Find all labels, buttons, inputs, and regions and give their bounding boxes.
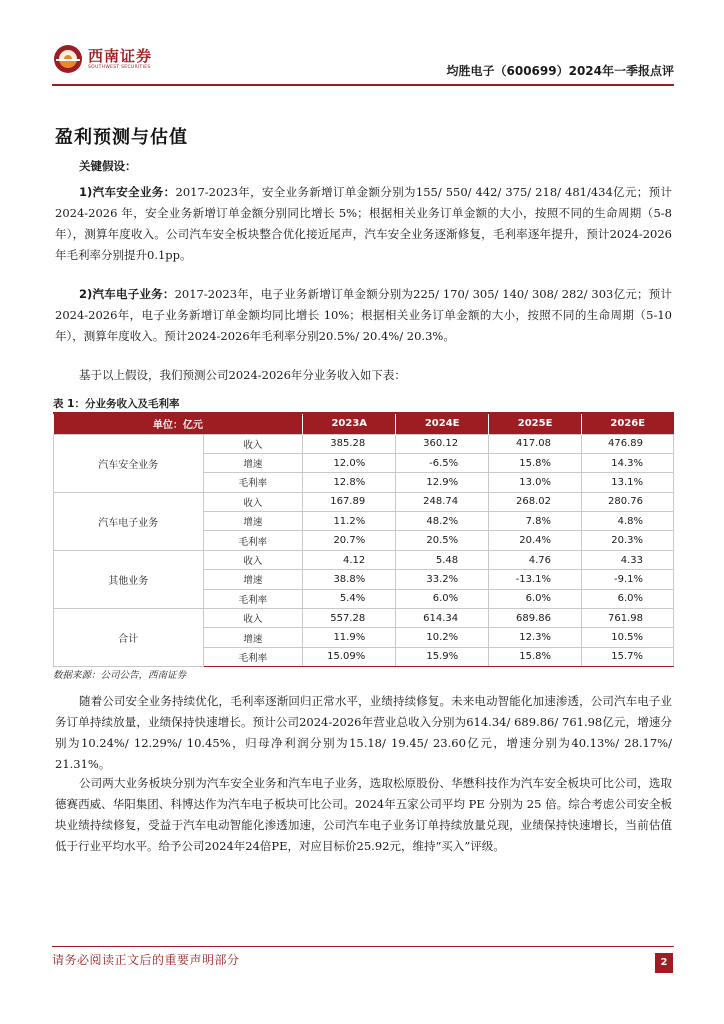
brand-logo-icon <box>52 43 84 75</box>
page-number: 2 <box>655 953 673 973</box>
segment-name: 汽车电子业务 <box>54 492 204 550</box>
table-row <box>54 492 674 511</box>
table-header-year: 2025E <box>489 414 582 434</box>
table-cell: 5.4% <box>303 589 396 608</box>
table-cell: 11.2% <box>303 512 396 531</box>
table-source: 数据来源：公司公告，西南证券 <box>53 670 187 681</box>
paragraph-electronics-lead: 2)汽车电子业务： <box>79 287 175 301</box>
metric-label: 收入 <box>203 550 303 569</box>
table-header-year: 2023A <box>303 414 396 434</box>
table-cell: 5.48 <box>396 550 489 569</box>
paragraph-valuation: 公司两大业务板块分别为汽车安全业务和汽车电子业务，选取松原股份、华懋科技作为汽车安全板块可比公司，选取德赛西威、华阳集团、科博达作为汽车电子板块可比公司。2024年五家公司平均 PE 分别为 25 倍。综合考虑公司安全板块业绩持续修复，受益于汽车电动智能化渗透加速，公司汽车电子业务订单持续放量兑现，业绩保持快速增长，当前估值低于行业平均水平。给予公司2024年24倍PE，对应目标价25.92元，维持“买入”评级。 <box>55 776 672 853</box>
brand-logo <box>52 40 152 78</box>
table-cell: 38.8% <box>303 570 396 589</box>
paragraph-electronics-business <box>55 284 672 347</box>
table-cell: 6.0% <box>582 589 674 608</box>
table-row <box>54 550 674 569</box>
table-cell: 4.12 <box>303 550 396 569</box>
table-cell: 15.9% <box>396 647 489 666</box>
table-cell: -9.1% <box>582 570 674 589</box>
section-title: 盈利预测与估值 <box>55 127 188 148</box>
table-header-year: 2026E <box>582 414 674 434</box>
metric-label: 收入 <box>203 434 303 453</box>
metric-label: 增速 <box>203 512 303 531</box>
segment-name: 其他业务 <box>54 550 204 608</box>
table-cell: 6.0% <box>396 589 489 608</box>
brand-name-en: SOUTHWEST SECURITIES <box>88 64 151 70</box>
table-cell: 48.2% <box>396 512 489 531</box>
segment-revenue-table <box>53 414 674 667</box>
table-cell: 167.89 <box>303 492 396 511</box>
table-cell: 4.8% <box>582 512 674 531</box>
paragraph-forecast-intro: 基于以上假设，我们预测公司2024-2026年分业务收入如下表： <box>79 368 406 382</box>
table-cell: 360.12 <box>396 434 489 453</box>
table-header-row <box>54 414 674 434</box>
page-header <box>52 40 674 84</box>
metric-label: 增速 <box>203 570 303 589</box>
paragraph-safety-lead: 1)汽车安全业务： <box>79 185 176 199</box>
metric-label: 毛利率 <box>203 647 303 666</box>
table-caption: 表 1：分业务收入及毛利率 <box>53 398 180 410</box>
metric-label: 毛利率 <box>203 473 303 492</box>
table-row <box>54 434 674 453</box>
paragraph-electronics-text: 2017-2023年，电子业务新增订单金额分别为225/ 170/ 305/ 140/ 308/ 282/ 303亿元；预计 2024-2026年，电子业务新增订单金额均同比增长 10%；根据相关业务订单金额的大小，按照不同的生命周期（5-10年），测算年度收入。预计2024-2026年毛利率分别20.5%/ 20.4%/ 20.3%。 <box>55 287 672 343</box>
table-cell: 4.33 <box>582 550 674 569</box>
footer-disclaimer: 请务必阅读正文后的重要声明部分 <box>52 953 240 967</box>
table-cell: 12.8% <box>303 473 396 492</box>
table-cell: 10.5% <box>582 628 674 647</box>
table-cell: 14.3% <box>582 453 674 472</box>
paragraph-earnings-forecast: 随着公司安全业务持续优化，毛利率逐渐回归正常水平，业绩持续修复。未来电动智能化加速渗透，公司汽车电子业务订单持续放量，业绩保持快速增长。预计公司2024-2026年营业总收入分别为614.34/ 689.86/ 761.98亿元，增速分别为10.24%/ 12.29%/ 10.45%，归母净利润分别为15.18/ 19.45/ 23.60亿元，增速分别为40.13%/ 28.17%/ 21.31%。 <box>55 694 672 771</box>
table-cell: 20.3% <box>582 531 674 550</box>
table-cell: 614.34 <box>396 609 489 628</box>
paragraph-safety-text: 2017-2023年，安全业务新增订单金额分别为155/ 550/ 442/ 375/ 218/ 481/434亿元；预计 2024-2026 年，安全业务新增订单金额分别同比增长 5%；根据相关业务订单金额的大小，按照不同的生命周期（5-8年），测算年度收入。公司汽车安全板块整合优化接近尾声，汽车安全业务逐渐修复，毛利率逐年提升，预计2024-2026年毛利率分别提升0.1pp。 <box>55 185 672 262</box>
table-cell: -13.1% <box>489 570 582 589</box>
table-cell: 248.74 <box>396 492 489 511</box>
table-cell: 13.0% <box>489 473 582 492</box>
table-cell: 557.28 <box>303 609 396 628</box>
table-cell: 7.8% <box>489 512 582 531</box>
brand-name-cn: 西南证券 <box>88 46 153 65</box>
segment-name: 合计 <box>54 609 204 667</box>
table-cell: 20.7% <box>303 531 396 550</box>
metric-label: 收入 <box>203 609 303 628</box>
table-cell: 12.3% <box>489 628 582 647</box>
table-header-year: 2024E <box>396 414 489 434</box>
header-divider <box>52 84 674 86</box>
table-cell: -6.5% <box>396 453 489 472</box>
metric-label: 毛利率 <box>203 589 303 608</box>
table-cell: 20.4% <box>489 531 582 550</box>
metric-label: 增速 <box>203 628 303 647</box>
table-cell: 268.02 <box>489 492 582 511</box>
table-cell: 15.8% <box>489 647 582 666</box>
paragraph-safety-business <box>55 182 672 266</box>
metric-label: 增速 <box>203 453 303 472</box>
table-cell: 10.2% <box>396 628 489 647</box>
segment-name: 汽车安全业务 <box>54 434 204 492</box>
table-cell: 689.86 <box>489 609 582 628</box>
table-cell: 11.9% <box>303 628 396 647</box>
table-cell: 761.98 <box>582 609 674 628</box>
table-cell: 12.0% <box>303 453 396 472</box>
table-cell: 6.0% <box>489 589 582 608</box>
table-row <box>54 609 674 628</box>
key-assumptions-heading: 关键假设： <box>79 159 137 173</box>
table-header-unit: 单位：亿元 <box>54 414 303 434</box>
table-cell: 4.76 <box>489 550 582 569</box>
table-cell: 476.89 <box>582 434 674 453</box>
metric-label: 收入 <box>203 492 303 511</box>
table-cell: 15.7% <box>582 647 674 666</box>
table-cell: 33.2% <box>396 570 489 589</box>
metric-label: 毛利率 <box>203 531 303 550</box>
footer-divider <box>52 946 674 947</box>
table-cell: 12.9% <box>396 473 489 492</box>
table-cell: 15.8% <box>489 453 582 472</box>
report-title: 均胜电子（600699）2024年一季报点评 <box>446 64 674 78</box>
table-cell: 280.76 <box>582 492 674 511</box>
table-cell: 15.09% <box>303 647 396 666</box>
table-cell: 417.08 <box>489 434 582 453</box>
table-cell: 20.5% <box>396 531 489 550</box>
table-cell: 13.1% <box>582 473 674 492</box>
table-cell: 385.28 <box>303 434 396 453</box>
